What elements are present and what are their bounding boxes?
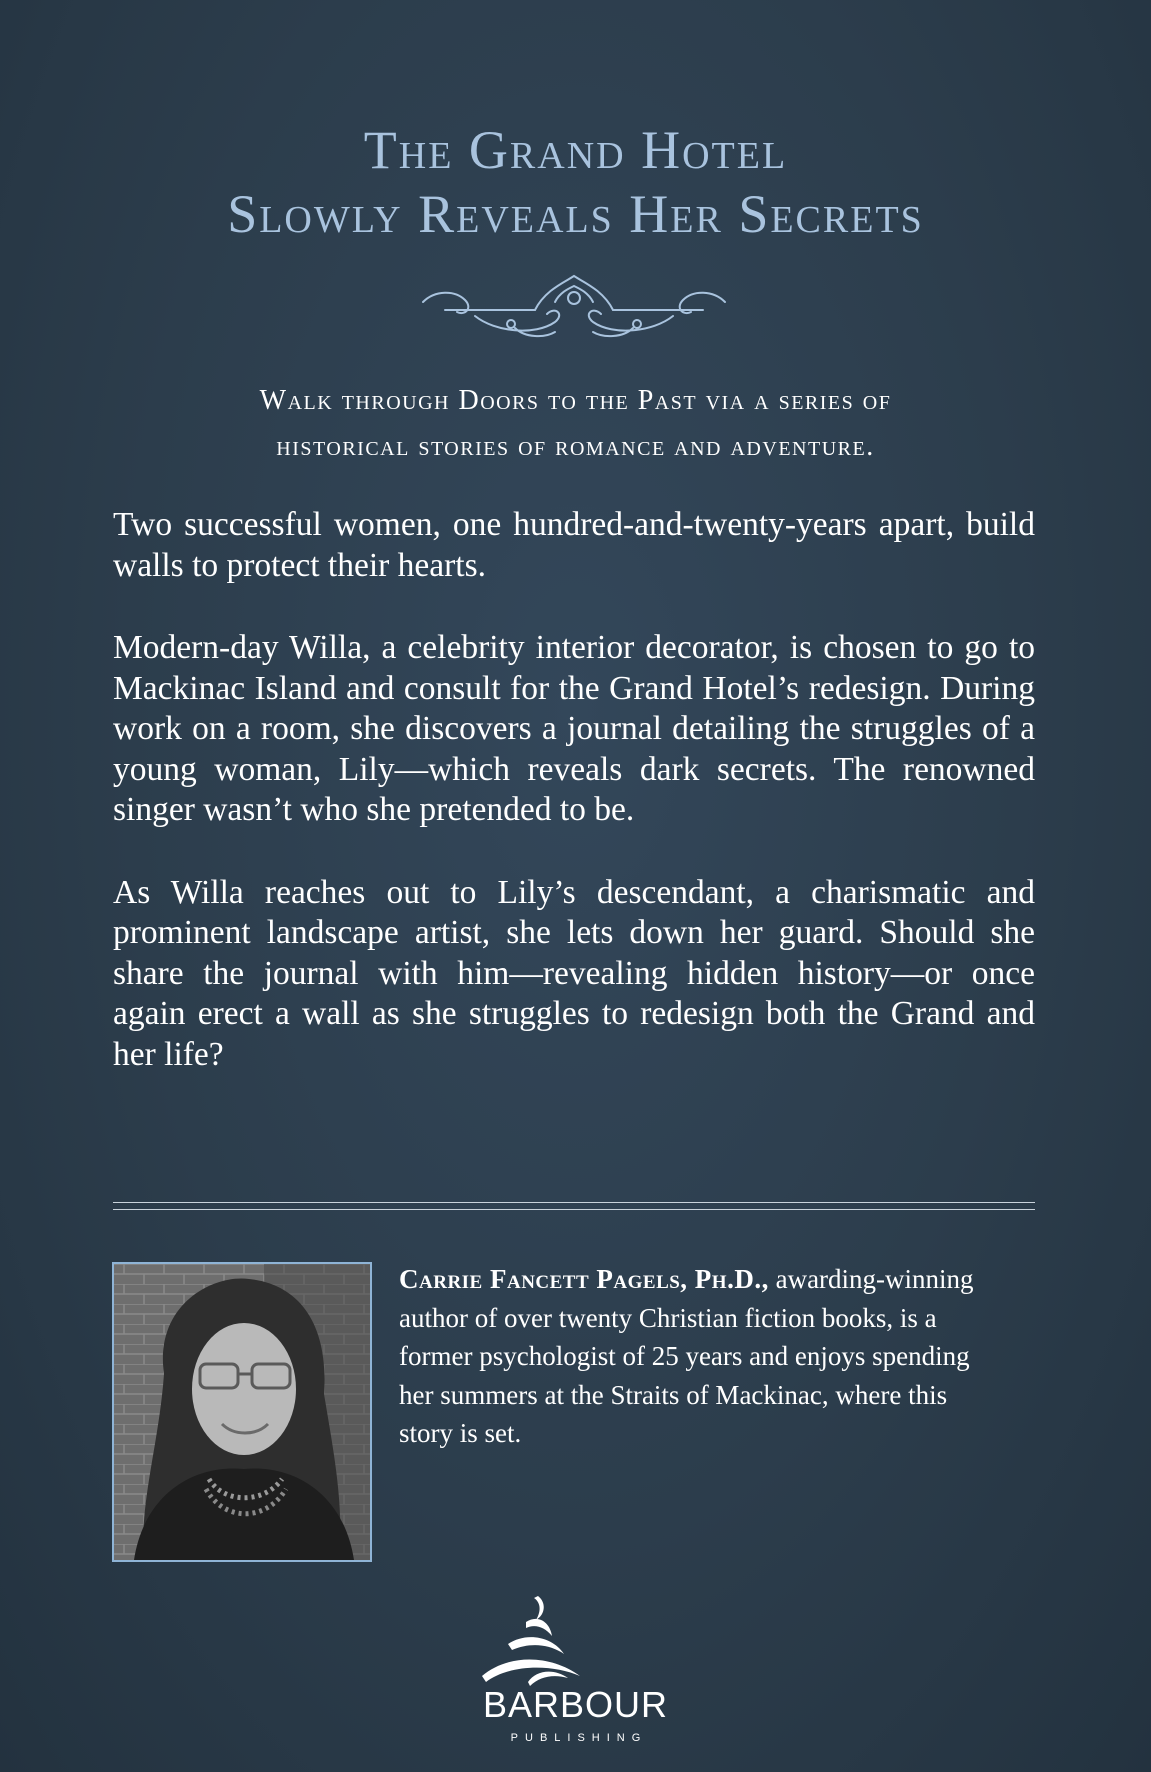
- author-photo: [112, 1262, 372, 1562]
- blurb: [113, 505, 1035, 1117]
- author-name: Carrie Fancett Pagels, Ph.D.,: [399, 1264, 769, 1294]
- divider-rule: [113, 1209, 1035, 1210]
- series-tagline: [0, 378, 1151, 470]
- barbour-logo-icon: [468, 1592, 592, 1690]
- series-line-1: Walk through Doors to the Past via a series of: [259, 385, 892, 416]
- blurb-paragraph-3: As Willa reaches out to Lily’s descendant, a charismatic and prominent landscape artist, she lets down her guard. Should she share the journal with him—revealing hidden history—or once again erect a wall as she struggles to redesign both the Grand and her life?: [113, 873, 1035, 1073]
- publisher-tagline: PUBLISHING: [510, 1732, 648, 1744]
- author-bio: [399, 1260, 999, 1453]
- headline-line-1: The Grand Hotel: [363, 120, 788, 180]
- publisher-name: BARBOUR: [482, 1684, 669, 1725]
- blurb-paragraph-2: Modern-day Willa, a celebrity interior decorator, is chosen to go to Mackinac Island and consult for the Grand Hotel’s redesign. During work on a room, she discovers a journal detailing the struggles of a young woman, Lily—which reveals dark secrets. The renowned singer wasn’t who she pretended to be.: [113, 629, 1035, 828]
- headline-line-2: Slowly Reveals Her Secrets: [227, 184, 924, 244]
- flourish-ornament-icon: [415, 272, 733, 344]
- blurb-paragraph-1: Two successful women, one hundred-and-twenty-years apart, build walls to protect their hearts.: [113, 506, 1035, 584]
- divider-rule: [113, 1202, 1035, 1203]
- headline: [0, 118, 1151, 246]
- series-line-2: historical stories of romance and adventure.: [276, 431, 875, 462]
- author-bio-text: awarding-winning author of over twenty Christian fiction books, is a former psychologist of 25 years and enjoys spending her summers at the Straits of Mackinac, where this story is set.: [399, 1264, 974, 1448]
